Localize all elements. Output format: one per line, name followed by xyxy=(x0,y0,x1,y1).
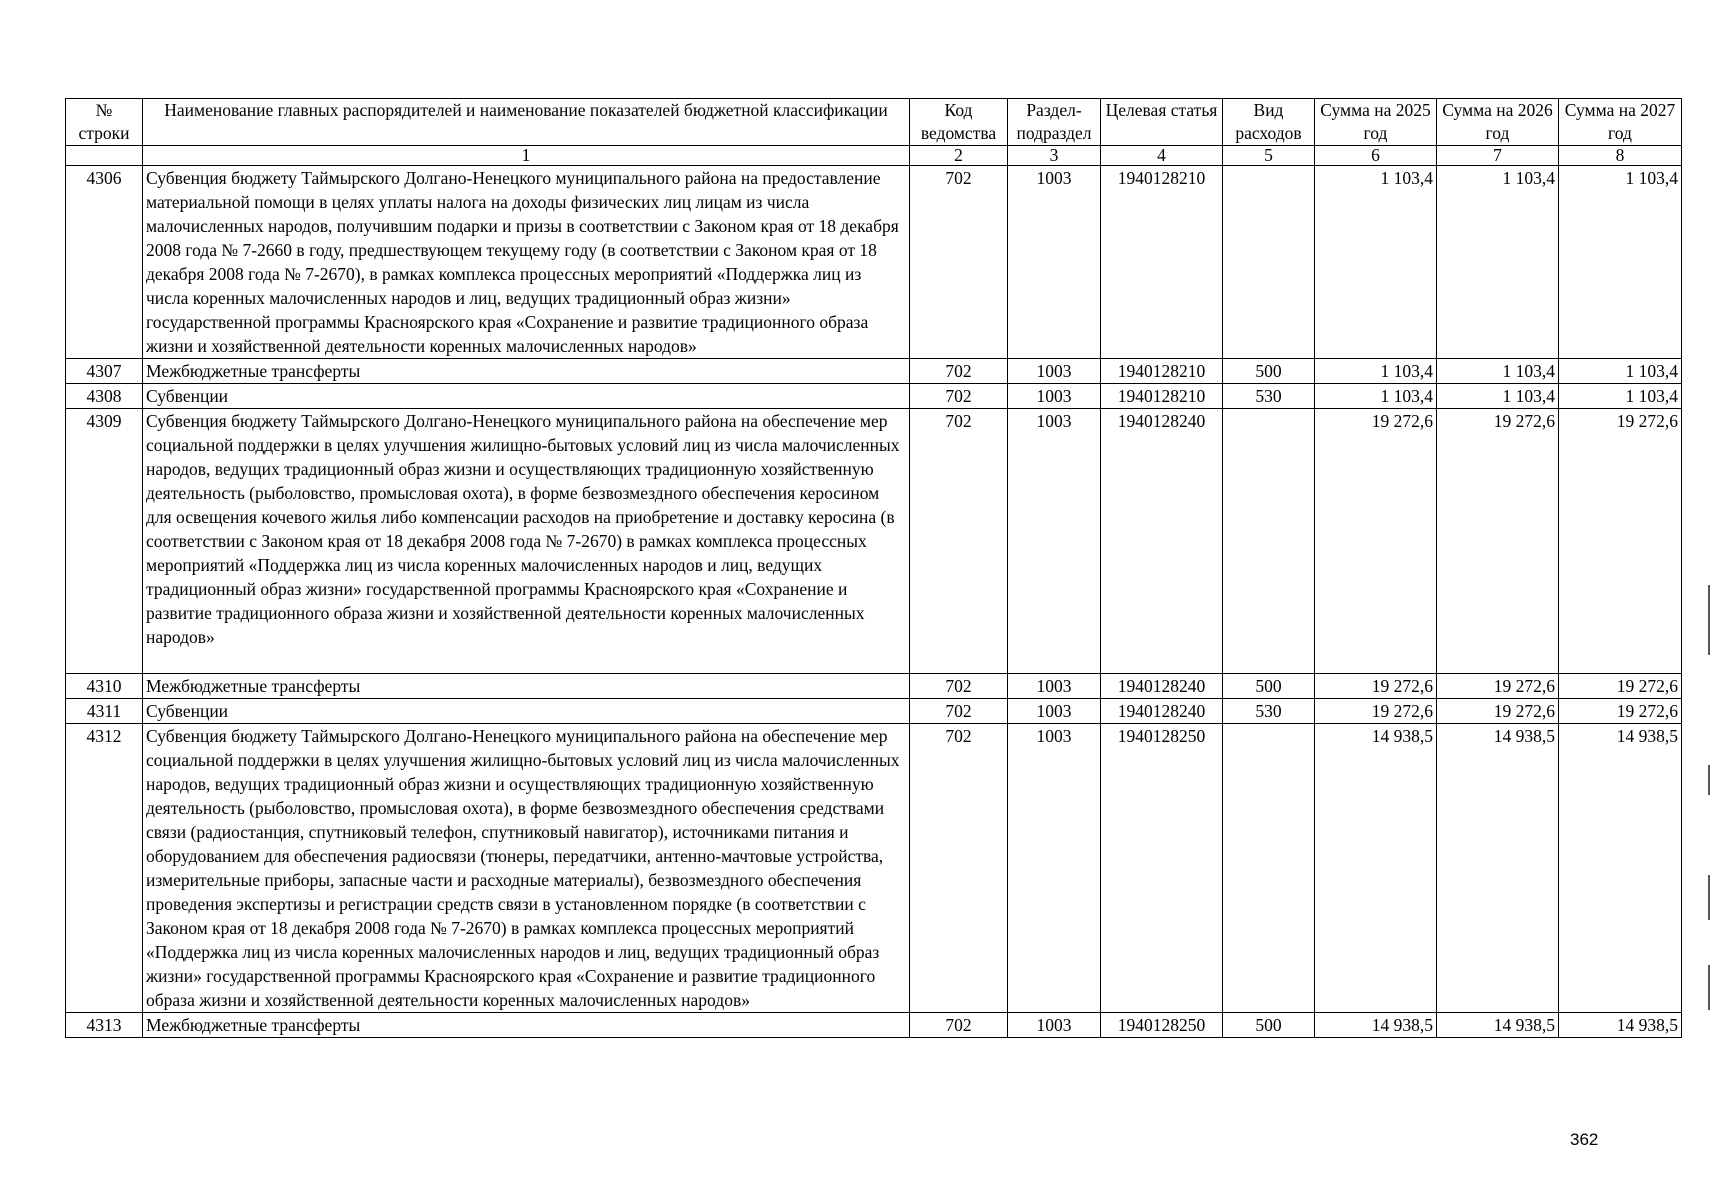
row-section: 1003 xyxy=(1008,674,1101,699)
row-target: 1940128210 xyxy=(1101,359,1223,384)
header-sum-2027: Сумма на 2027 год xyxy=(1559,99,1682,146)
row-section: 1003 xyxy=(1008,1013,1101,1038)
row-dept-code: 702 xyxy=(910,166,1008,359)
scan-edge-mark xyxy=(1708,965,1710,1010)
row-number: 4313 xyxy=(66,1013,143,1038)
row-sum-2027: 14 938,5 xyxy=(1559,1013,1682,1038)
row-sum-2026: 14 938,5 xyxy=(1437,724,1559,1013)
row-number: 4311 xyxy=(66,699,143,724)
header-sum-2025: Сумма на 2025 год xyxy=(1315,99,1437,146)
row-expense-type xyxy=(1223,409,1315,674)
row-name: Межбюджетные трансферты xyxy=(143,674,910,699)
column-number: 5 xyxy=(1223,146,1315,166)
row-section: 1003 xyxy=(1008,409,1101,674)
row-sum-2026: 14 938,5 xyxy=(1437,1013,1559,1038)
row-dept-code: 702 xyxy=(910,384,1008,409)
row-sum-2027: 19 272,6 xyxy=(1559,674,1682,699)
row-sum-2026: 1 103,4 xyxy=(1437,359,1559,384)
row-sum-2027: 19 272,6 xyxy=(1559,699,1682,724)
row-target: 1940128240 xyxy=(1101,699,1223,724)
row-sum-2025: 1 103,4 xyxy=(1315,359,1437,384)
row-number: 4306 xyxy=(66,166,143,359)
row-section: 1003 xyxy=(1008,384,1101,409)
row-number: 4310 xyxy=(66,674,143,699)
row-sum-2026: 1 103,4 xyxy=(1437,166,1559,359)
column-number-row xyxy=(66,146,1682,166)
header-row-no: № строки xyxy=(66,99,143,146)
column-number: 7 xyxy=(1437,146,1559,166)
row-name: Субвенции xyxy=(143,699,910,724)
row-dept-code: 702 xyxy=(910,409,1008,674)
column-number xyxy=(66,146,143,166)
row-number: 4307 xyxy=(66,359,143,384)
table-row xyxy=(66,699,1682,724)
row-target: 1940128210 xyxy=(1101,166,1223,359)
row-sum-2026: 1 103,4 xyxy=(1437,384,1559,409)
row-name: Субвенция бюджету Таймырского Долгано-Ненецкого муниципального района на обеспечение мер социальной поддержки в целях улучшения жилищно-бытовых условий лиц из числа малочисленных народов, ведущих традиционный образ жизни и осуществляющих традиционную хозяйственную деятельность (рыболовство, промысловая охота), в форме безвозмездного обеспечения средствами связи (радиостанция, спутниковый телефон, спутниковый навигатор), источниками питания и оборудованием для обеспечения радиосвязи (тюнеры, передатчики, антенно-мачтовые устройства, измерительные приборы, запасные части и расходные материалы), безвозмездного обеспечения проведения экспертизы и регистрации средств связи в установленном порядке (в соответствии с Законом края от 18 декабря 2008 года № 7-2670) в рамках комплекса процессных мероприятий «Поддержка лиц из числа коренных малочисленных народов и лиц, ведущих традиционный образ жизни» государственной программы Красноярского края «Сохранение и развитие традиционного образа жизни и хозяйственной деятельности коренных малочисленных народов» xyxy=(143,724,910,1013)
header-row xyxy=(66,99,1682,146)
row-target: 1940128240 xyxy=(1101,674,1223,699)
column-number: 2 xyxy=(910,146,1008,166)
row-sum-2026: 19 272,6 xyxy=(1437,699,1559,724)
header-expense-type: Вид расходов xyxy=(1223,99,1315,146)
row-section: 1003 xyxy=(1008,359,1101,384)
row-name: Субвенция бюджету Таймырского Долгано-Ненецкого муниципального района на обеспечение мер социальной поддержки в целях улучшения жилищно-бытовых условий лиц из числа малочисленных народов, ведущих традиционный образ жизни и осуществляющих традиционную хозяйственную деятельность (рыболовство, промысловая охота), в форме безвозмездного обеспечения керосином для освещения кочевого жилья либо компенсации расходов на приобретение и доставку керосина (в соответствии с Законом края от 18 декабря 2008 года № 7-2670) в рамках комплекса процессных мероприятий «Поддержка лиц из числа коренных малочисленных народов и лиц, ведущих традиционный образ жизни» государственной программы Красноярского края «Сохранение и развитие традиционного образа жизни и хозяйственной деятельности коренных малочисленных народов» xyxy=(143,409,910,674)
header-sum-2026: Сумма на 2026 год xyxy=(1437,99,1559,146)
row-expense-type xyxy=(1223,166,1315,359)
row-name: Субвенция бюджету Таймырского Долгано-Ненецкого муниципального района на предоставление материальной помощи в целях уплаты налога на доходы физических лиц лицам из числа малочисленных народов, получившим подарки и призы в соответствии с Законом края от 18 декабря 2008 года № 7-2660 в году, предшествующем текущему году (в соответствии с Законом края от 18 декабря 2008 года № 7-2670), в рамках комплекса процессных мероприятий «Поддержка лиц из числа коренных малочисленных народов и лиц, ведущих традиционный образ жизни» государственной программы Красноярского края «Сохранение и развитие традиционного образа жизни и хозяйственной деятельности коренных малочисленных народов» xyxy=(143,166,910,359)
column-number: 6 xyxy=(1315,146,1437,166)
row-sum-2027: 1 103,4 xyxy=(1559,359,1682,384)
row-target: 1940128250 xyxy=(1101,724,1223,1013)
row-dept-code: 702 xyxy=(910,359,1008,384)
row-dept-code: 702 xyxy=(910,724,1008,1013)
row-number: 4312 xyxy=(66,724,143,1013)
row-sum-2027: 1 103,4 xyxy=(1559,166,1682,359)
column-number: 1 xyxy=(143,146,910,166)
row-name: Субвенции xyxy=(143,384,910,409)
row-expense-type: 500 xyxy=(1223,674,1315,699)
row-dept-code: 702 xyxy=(910,699,1008,724)
row-number: 4308 xyxy=(66,384,143,409)
row-name: Межбюджетные трансферты xyxy=(143,1013,910,1038)
row-sum-2025: 14 938,5 xyxy=(1315,1013,1437,1038)
scan-edge-mark xyxy=(1708,585,1710,655)
row-number: 4309 xyxy=(66,409,143,674)
row-dept-code: 702 xyxy=(910,1013,1008,1038)
scan-edge-mark xyxy=(1708,765,1710,795)
row-sum-2026: 19 272,6 xyxy=(1437,674,1559,699)
row-sum-2025: 1 103,4 xyxy=(1315,384,1437,409)
scan-edge-mark xyxy=(1708,875,1710,920)
row-sum-2026: 19 272,6 xyxy=(1437,409,1559,674)
header-target: Целевая статья xyxy=(1101,99,1223,146)
row-expense-type: 530 xyxy=(1223,384,1315,409)
table-row xyxy=(66,674,1682,699)
column-number: 3 xyxy=(1008,146,1101,166)
table-row xyxy=(66,1013,1682,1038)
row-expense-type xyxy=(1223,724,1315,1013)
table-row xyxy=(66,166,1682,359)
row-sum-2025: 19 272,6 xyxy=(1315,699,1437,724)
header-name: Наименование главных распорядителей и наименование показателей бюджетной классификации xyxy=(143,99,910,146)
row-sum-2025: 1 103,4 xyxy=(1315,166,1437,359)
header-dept-code: Код ведомства xyxy=(910,99,1008,146)
row-target: 1940128210 xyxy=(1101,384,1223,409)
row-target: 1940128250 xyxy=(1101,1013,1223,1038)
row-sum-2027: 14 938,5 xyxy=(1559,724,1682,1013)
row-name: Межбюджетные трансферты xyxy=(143,359,910,384)
row-sum-2025: 19 272,6 xyxy=(1315,409,1437,674)
row-target: 1940128240 xyxy=(1101,409,1223,674)
row-section: 1003 xyxy=(1008,166,1101,359)
row-sum-2025: 19 272,6 xyxy=(1315,674,1437,699)
row-expense-type: 500 xyxy=(1223,1013,1315,1038)
table-row xyxy=(66,359,1682,384)
column-number: 4 xyxy=(1101,146,1223,166)
row-sum-2025: 14 938,5 xyxy=(1315,724,1437,1013)
row-sum-2027: 1 103,4 xyxy=(1559,384,1682,409)
row-sum-2027: 19 272,6 xyxy=(1559,409,1682,674)
column-number: 8 xyxy=(1559,146,1682,166)
row-section: 1003 xyxy=(1008,724,1101,1013)
row-expense-type: 530 xyxy=(1223,699,1315,724)
row-dept-code: 702 xyxy=(910,674,1008,699)
page-number: 362 xyxy=(1570,1130,1599,1149)
header-section: Раздел-подраздел xyxy=(1008,99,1101,146)
row-expense-type: 500 xyxy=(1223,359,1315,384)
table-row xyxy=(66,409,1682,674)
row-section: 1003 xyxy=(1008,699,1101,724)
table-row xyxy=(66,384,1682,409)
table-row xyxy=(66,724,1682,1013)
budget-table xyxy=(65,98,1682,1038)
